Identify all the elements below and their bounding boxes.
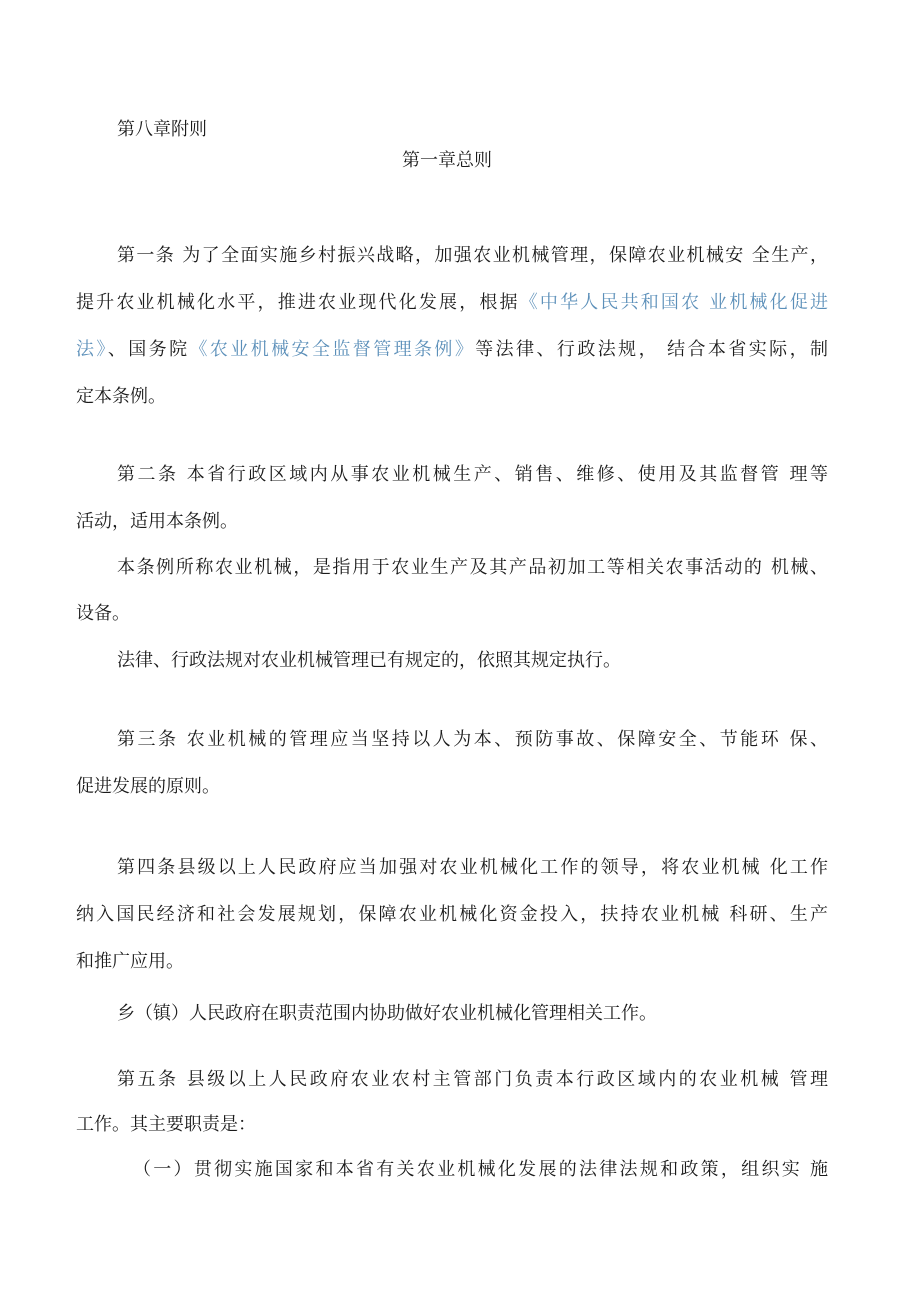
law-reference-2[interactable]: 《农业机械安全监督管理条例》 <box>189 339 476 360</box>
article-4-para-2: 乡（镇）人民政府在职责范围内协助做好农业机械化管理相关工作。 <box>117 1003 657 1024</box>
article-1-line-1: 第一条 为了全面实施乡村振兴战略，加强农业机械管理，保障农业机械安 全生产， <box>117 245 828 266</box>
article-2-line-1: 第二条 本省行政区域内从事农业机械生产、销售、维修、使用及其监督管 理等 <box>117 464 828 485</box>
article-3-line-2: 促进发展的原则。 <box>76 776 220 797</box>
article-2-para-2-line-2: 设备。 <box>76 603 130 624</box>
article-1-text: 提升农业机械化水平，推进农业现代化发展，根据 <box>76 292 520 313</box>
article-3-line-1: 第三条 农业机械的管理应当坚持以人为本、预防事故、保障安全、节能环 保、 <box>117 729 828 750</box>
law-reference-1[interactable]: 《中华人民共和国农 业机械化促进 <box>519 292 828 313</box>
law-reference-1-end[interactable]: 法》 <box>76 339 108 360</box>
appendix-heading: 第八章附则 <box>117 119 207 140</box>
article-4-line-2: 纳入国民经济和社会发展规划，保障农业机械化资金投入，扶持农业机械 科研、生产 <box>76 904 828 925</box>
article-1-line-3 <box>76 338 828 362</box>
chapter-title: 第一章总则 <box>402 150 492 171</box>
article-1-line-2 <box>76 291 828 315</box>
article-5-line-2: 工作。其主要职责是： <box>76 1114 256 1135</box>
article-2-para-3: 法律、行政法规对农业机械管理已有规定的，依照其规定执行。 <box>117 650 621 671</box>
article-1-text: 、国务院 <box>107 339 190 360</box>
article-2-line-2: 活动，适用本条例。 <box>76 511 238 532</box>
article-5-line-1: 第五条 县级以上人民政府农业农村主管部门负责本行政区域内的农业机械 管理 <box>117 1069 828 1090</box>
article-2-para-2-line-1: 本条例所称农业机械，是指用于农业生产及其产品初加工等相关农事活动的 机械、 <box>117 557 828 578</box>
article-4-line-3: 和推广应用。 <box>76 951 184 972</box>
article-1-text: 等法律、行政法规， 结合本省实际，制 <box>475 339 828 360</box>
article-4-line-1: 第四条县级以上人民政府应当加强对农业机械化工作的领导，将农业机械 化工作 <box>117 857 828 878</box>
article-5-item-1: （一）贯彻实施国家和本省有关农业机械化发展的法律法规和政策，组织实 施 <box>133 1159 828 1180</box>
article-1-line-4: 定本条例。 <box>76 386 166 407</box>
